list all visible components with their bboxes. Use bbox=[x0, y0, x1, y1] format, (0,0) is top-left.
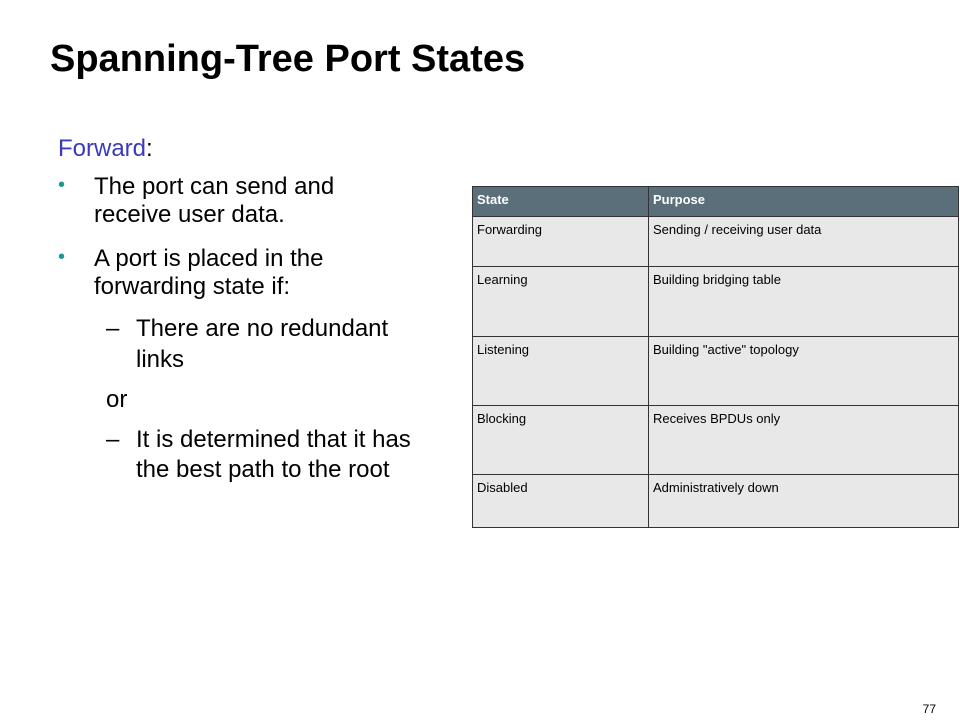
sub-text: the best path to the root bbox=[136, 456, 390, 483]
sub-text: It is determined that it has bbox=[136, 426, 411, 453]
table-row bbox=[473, 267, 959, 337]
purpose-cell: Receives BPDUs only bbox=[649, 406, 959, 475]
state-cell: Listening bbox=[473, 337, 649, 406]
lead-heading bbox=[58, 135, 153, 163]
or-text: or bbox=[106, 386, 128, 413]
port-states-table bbox=[472, 186, 959, 528]
bullet-text: A port is placed in the bbox=[94, 245, 324, 272]
dash-icon: – bbox=[106, 426, 120, 453]
table-row bbox=[473, 337, 959, 406]
purpose-cell: Building "active" topology bbox=[649, 337, 959, 406]
sub-text: There are no redundant bbox=[136, 315, 389, 342]
bullet-text: The port can send and bbox=[94, 173, 335, 200]
bullet-text: forwarding state if: bbox=[94, 273, 291, 300]
purpose-cell: Administratively down bbox=[649, 475, 959, 528]
state-cell: Disabled bbox=[473, 475, 649, 528]
state-cell: Blocking bbox=[473, 406, 649, 475]
page-number: 77 bbox=[922, 702, 936, 716]
bullet-text: receive user data. bbox=[94, 201, 285, 228]
header-state: State bbox=[473, 187, 649, 217]
state-cell: Forwarding bbox=[473, 217, 649, 267]
table-row bbox=[473, 406, 959, 475]
purpose-cell: Sending / receiving user data bbox=[649, 217, 959, 267]
lead-colon: : bbox=[146, 135, 153, 162]
table-row bbox=[473, 475, 959, 528]
purpose-cell: Building bridging table bbox=[649, 267, 959, 337]
bullet-icon: • bbox=[58, 174, 66, 196]
table-row bbox=[473, 217, 959, 267]
table-header-row bbox=[473, 187, 959, 217]
slide-title: Spanning-Tree Port States bbox=[50, 38, 526, 80]
sub-text: links bbox=[136, 346, 185, 373]
bullet-icon: • bbox=[58, 246, 66, 268]
state-cell: Learning bbox=[473, 267, 649, 337]
dash-icon: – bbox=[106, 315, 120, 342]
header-purpose: Purpose bbox=[649, 187, 959, 217]
lead-word: Forward bbox=[58, 135, 147, 162]
